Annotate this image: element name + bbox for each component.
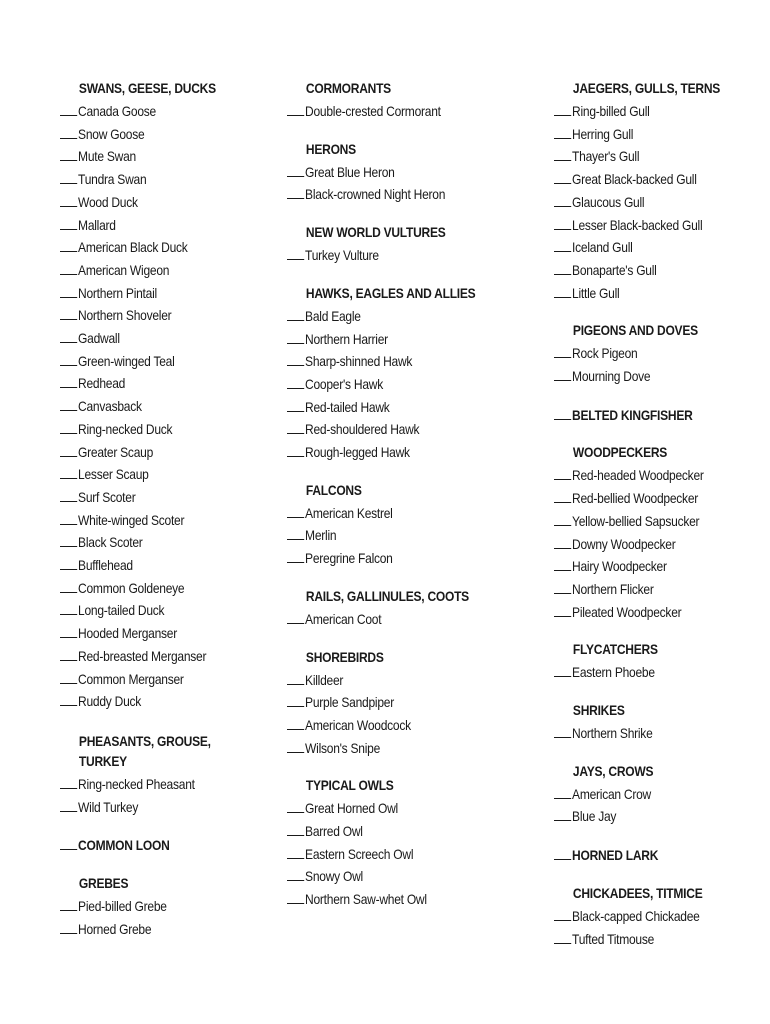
section-rails bbox=[287, 586, 517, 631]
species-name: Great Blue Heron bbox=[305, 163, 395, 180]
checkbox-blank[interactable] bbox=[60, 330, 77, 343]
checkbox-blank[interactable] bbox=[60, 171, 77, 184]
section-title: PIGEONS AND DOVES bbox=[572, 322, 698, 339]
species-name: Common Merganser bbox=[78, 670, 184, 687]
checklist-item[interactable] bbox=[60, 236, 241, 259]
section-woodpeckers bbox=[554, 442, 764, 623]
checklist-item[interactable] bbox=[60, 191, 241, 214]
species-name: Long-tailed Duck bbox=[78, 602, 165, 619]
species-name: Mourning Dove bbox=[572, 368, 651, 385]
checkbox-blank[interactable] bbox=[60, 444, 77, 457]
species-name: Snowy Owl bbox=[305, 868, 363, 885]
checklist-item[interactable] bbox=[287, 843, 485, 866]
species-name: Lesser Scaup bbox=[78, 466, 149, 483]
section-title: NEW WORLD VULTURES bbox=[305, 224, 446, 241]
checkbox-blank[interactable] bbox=[60, 625, 77, 638]
species-name: American Wigeon bbox=[78, 261, 170, 278]
checkbox-blank[interactable] bbox=[287, 505, 304, 518]
section-typical-owls bbox=[287, 775, 517, 911]
checkbox-blank[interactable] bbox=[287, 717, 304, 730]
species-name: Redhead bbox=[78, 375, 126, 392]
checklist-item[interactable] bbox=[287, 350, 485, 373]
checklist-item[interactable] bbox=[554, 601, 735, 624]
species-name: Northern Saw-whet Owl bbox=[305, 891, 427, 908]
species-name: Black-crowned Night Heron bbox=[305, 186, 446, 203]
checklist-item[interactable] bbox=[60, 645, 241, 668]
species-name: Herring Gull bbox=[572, 125, 634, 142]
species-name: Sharp-shinned Hawk bbox=[305, 353, 413, 370]
species-name: American Crow bbox=[572, 785, 652, 802]
species-name: Northern Harrier bbox=[305, 330, 388, 347]
checkbox-blank[interactable] bbox=[554, 536, 571, 549]
checklist-item[interactable] bbox=[554, 661, 735, 684]
checkbox-blank[interactable] bbox=[554, 103, 571, 116]
checkbox-blank[interactable] bbox=[554, 368, 571, 381]
checkbox-blank[interactable] bbox=[554, 490, 571, 503]
checkbox-blank[interactable] bbox=[554, 407, 571, 420]
checkbox-blank[interactable] bbox=[287, 694, 304, 707]
checkbox-blank[interactable] bbox=[60, 194, 77, 207]
checkbox-blank[interactable] bbox=[60, 837, 77, 850]
checkbox-blank[interactable] bbox=[60, 262, 77, 275]
checkbox-blank[interactable] bbox=[60, 512, 77, 525]
species-name: Tufted Titmouse bbox=[572, 930, 655, 947]
species-name: American Kestrel bbox=[305, 504, 393, 521]
species-name: Pileated Woodpecker bbox=[572, 603, 682, 620]
checklist-item[interactable] bbox=[60, 773, 241, 796]
checkbox-blank[interactable] bbox=[554, 513, 571, 526]
species-name: Barred Owl bbox=[305, 823, 363, 840]
checklist-item[interactable] bbox=[60, 372, 241, 395]
checklist-item[interactable] bbox=[554, 783, 735, 806]
checklist-item[interactable] bbox=[287, 328, 485, 351]
species-name: Iceland Gull bbox=[572, 239, 633, 256]
species-name: Double-crested Cormorant bbox=[305, 103, 441, 119]
species-name: Rough-legged Hawk bbox=[305, 444, 410, 461]
species-name: Hooded Merganser bbox=[78, 625, 178, 642]
section-title: CORMORANTS bbox=[305, 80, 391, 96]
checklist-item[interactable] bbox=[60, 214, 241, 237]
checkbox-blank[interactable] bbox=[60, 534, 77, 547]
checklist-item[interactable] bbox=[60, 690, 241, 713]
checklist-item[interactable] bbox=[554, 145, 735, 168]
checkbox-blank[interactable] bbox=[554, 847, 571, 860]
species-name: Cooper's Hawk bbox=[305, 375, 383, 392]
checkbox-blank[interactable] bbox=[554, 194, 571, 207]
species-name: Canvasback bbox=[78, 398, 142, 415]
checklist-item[interactable] bbox=[60, 395, 241, 418]
checkbox-blank[interactable] bbox=[287, 164, 304, 177]
checklist-item[interactable] bbox=[554, 191, 735, 214]
section-title: FLYCATCHERS bbox=[572, 641, 658, 658]
checkbox-blank[interactable] bbox=[287, 868, 304, 881]
section-flycatchers bbox=[554, 639, 764, 684]
checklist-item[interactable] bbox=[554, 100, 735, 123]
checkbox-blank[interactable] bbox=[554, 581, 571, 594]
species-name: Glaucous Gull bbox=[572, 193, 645, 210]
checklist-item[interactable] bbox=[60, 168, 241, 191]
checklist-item[interactable] bbox=[287, 820, 485, 843]
checklist-item[interactable] bbox=[554, 365, 735, 388]
checklist-item[interactable] bbox=[554, 464, 735, 487]
checklist-item[interactable] bbox=[60, 554, 241, 577]
checkbox-blank[interactable] bbox=[287, 550, 304, 563]
column-2 bbox=[287, 78, 517, 911]
checklist-item[interactable] bbox=[287, 183, 485, 206]
species-name: Bonaparte's Gull bbox=[572, 261, 657, 278]
checkbox-blank[interactable] bbox=[60, 217, 77, 230]
checkbox-blank[interactable] bbox=[554, 171, 571, 184]
checklist-item-belted-kingfisher[interactable]: BELTED KINGFISHER bbox=[554, 404, 735, 427]
species-name: Northern Shrike bbox=[572, 725, 653, 742]
species-name: Black Scoter bbox=[78, 534, 143, 551]
checkbox-blank[interactable] bbox=[60, 580, 77, 593]
checklist-item[interactable] bbox=[60, 259, 241, 282]
species-name: Little Gull bbox=[572, 284, 620, 301]
checkbox-blank[interactable] bbox=[60, 398, 77, 411]
checklist-item[interactable] bbox=[554, 578, 735, 601]
species-name: Northern Flicker bbox=[572, 580, 654, 597]
species-name: Northern Shoveler bbox=[78, 307, 172, 324]
checkbox-blank[interactable] bbox=[60, 307, 77, 320]
checklist-item[interactable] bbox=[60, 145, 241, 168]
checkbox-blank[interactable] bbox=[554, 604, 571, 617]
species-name: Green-winged Teal bbox=[78, 352, 175, 369]
section-cormorants bbox=[287, 78, 517, 123]
section-herons bbox=[287, 139, 517, 206]
checkbox-blank[interactable] bbox=[287, 421, 304, 434]
species-name: American Coot bbox=[305, 610, 382, 627]
checkbox-blank[interactable] bbox=[287, 399, 304, 412]
species-name: Tundra Swan bbox=[78, 171, 147, 188]
species-name: Yellow-bellied Sapsucker bbox=[572, 512, 700, 529]
checkbox-blank[interactable] bbox=[554, 664, 571, 677]
section-title: HERONS bbox=[305, 140, 356, 157]
checkbox-blank[interactable] bbox=[287, 891, 304, 904]
checkbox-blank[interactable] bbox=[554, 148, 571, 161]
section-title: HAWKS, EAGLES AND ALLIES bbox=[305, 284, 476, 301]
checklist-item[interactable] bbox=[554, 510, 735, 533]
section-shorebirds bbox=[287, 647, 517, 760]
species-name: Red-shouldered Hawk bbox=[305, 421, 420, 438]
checklist-item[interactable] bbox=[287, 502, 485, 525]
checklist-item[interactable] bbox=[287, 797, 485, 820]
checkbox-blank[interactable] bbox=[554, 786, 571, 799]
checklist-item[interactable] bbox=[287, 691, 485, 714]
checklist-item[interactable] bbox=[554, 722, 735, 745]
species-name: Great Black-backed Gull bbox=[572, 171, 697, 188]
checklist-item[interactable] bbox=[60, 486, 241, 509]
species-name: Canada Goose bbox=[78, 103, 156, 119]
species-name: Snow Goose bbox=[78, 125, 145, 142]
species-name: Lesser Black-backed Gull bbox=[572, 216, 703, 233]
species-name: Northern Pintail bbox=[78, 284, 157, 301]
checkbox-blank[interactable] bbox=[60, 285, 77, 298]
checklist-item[interactable] bbox=[287, 373, 485, 396]
section-title: SHOREBIRDS bbox=[305, 648, 384, 665]
checklist-item[interactable] bbox=[60, 599, 241, 622]
checklist-item[interactable] bbox=[287, 418, 485, 441]
checkbox-blank[interactable] bbox=[554, 217, 571, 230]
checklist-item[interactable] bbox=[554, 555, 735, 578]
section-chickadees-titmice bbox=[554, 883, 764, 950]
checklist-item[interactable] bbox=[287, 244, 485, 267]
species-name: Blue Jay bbox=[572, 808, 617, 825]
checklist-item[interactable] bbox=[60, 622, 241, 645]
checkbox-blank[interactable] bbox=[60, 421, 77, 434]
checkbox-blank[interactable] bbox=[60, 602, 77, 615]
checkbox-blank[interactable] bbox=[554, 931, 571, 944]
species-name: American Woodcock bbox=[305, 716, 411, 733]
checklist-item[interactable] bbox=[60, 304, 241, 327]
checkbox-blank[interactable] bbox=[287, 444, 304, 457]
section-title: RAILS, GALLINULES, COOTS bbox=[305, 587, 469, 604]
section-jaegers-gulls-terns bbox=[554, 78, 764, 304]
species-name: Downy Woodpecker bbox=[572, 535, 676, 552]
checkbox-blank[interactable] bbox=[60, 489, 77, 502]
species-name: Ring-necked Pheasant bbox=[78, 775, 195, 792]
checkbox-blank[interactable] bbox=[60, 466, 77, 479]
checkbox-blank[interactable] bbox=[60, 693, 77, 706]
species-name: Gadwall bbox=[78, 330, 120, 347]
checkbox-blank[interactable] bbox=[554, 262, 571, 275]
section-title: TYPICAL OWLS bbox=[305, 777, 394, 794]
checklist-item[interactable] bbox=[60, 895, 241, 918]
checkbox-blank[interactable] bbox=[554, 808, 571, 821]
column-3 bbox=[554, 78, 764, 950]
species-name: Surf Scoter bbox=[78, 488, 136, 505]
section-title: SWANS, GEESE, DUCKS bbox=[78, 80, 216, 96]
checkbox-blank[interactable] bbox=[554, 239, 571, 252]
section-pigeons-doves bbox=[554, 320, 764, 387]
checkbox-blank[interactable] bbox=[60, 776, 77, 789]
species-name: Greater Scaup bbox=[78, 443, 154, 460]
species-name: Wild Turkey bbox=[78, 798, 139, 815]
species-name: Purple Sandpiper bbox=[305, 694, 394, 711]
section-new-world-vultures bbox=[287, 222, 517, 267]
checkbox-blank[interactable] bbox=[287, 353, 304, 366]
checklist-item[interactable] bbox=[287, 100, 485, 123]
checklist-item[interactable] bbox=[287, 524, 485, 547]
species-name: Thayer's Gull bbox=[572, 148, 640, 165]
checklist-item[interactable] bbox=[287, 547, 485, 570]
species-name: Turkey Vulture bbox=[305, 247, 379, 264]
section-title: JAEGERS, GULLS, TERNS bbox=[572, 80, 721, 96]
checklist-item[interactable] bbox=[60, 350, 241, 373]
checkbox-blank[interactable] bbox=[287, 103, 304, 116]
species-name: Hairy Woodpecker bbox=[572, 558, 667, 575]
species-name: Ruddy Duck bbox=[78, 693, 142, 710]
species-name: Red-headed Woodpecker bbox=[572, 467, 704, 484]
checkbox-blank[interactable] bbox=[60, 671, 77, 684]
species-name: Red-bellied Woodpecker bbox=[572, 490, 699, 507]
checklist-item[interactable] bbox=[60, 418, 241, 441]
checkbox-blank[interactable] bbox=[287, 527, 304, 540]
section-title: GREBES bbox=[78, 875, 129, 892]
checklist-item[interactable] bbox=[287, 669, 485, 692]
species-name: Horned Grebe bbox=[78, 920, 152, 937]
species-name: Ring-billed Gull bbox=[572, 103, 650, 119]
checklist-item[interactable] bbox=[60, 668, 241, 691]
checklist-item[interactable] bbox=[554, 123, 735, 146]
checklist-item-common-loon[interactable]: COMMON LOON bbox=[60, 834, 241, 857]
checklist-item[interactable] bbox=[60, 123, 241, 146]
checkbox-blank[interactable] bbox=[554, 558, 571, 571]
checklist-item[interactable] bbox=[554, 236, 735, 259]
species-name: Black-capped Chickadee bbox=[572, 907, 700, 924]
checklist-item[interactable] bbox=[554, 259, 735, 282]
species-name: Eastern Screech Owl bbox=[305, 845, 414, 862]
checkbox-blank[interactable] bbox=[60, 353, 77, 366]
species-name: American Black Duck bbox=[78, 239, 188, 256]
checklist-item[interactable] bbox=[554, 487, 735, 510]
checklist-item[interactable] bbox=[287, 737, 485, 760]
species-name: Red-breasted Merganser bbox=[78, 647, 207, 664]
checklist-item[interactable] bbox=[60, 796, 241, 819]
section-swans-geese-ducks bbox=[60, 78, 270, 713]
checkbox-blank[interactable] bbox=[554, 285, 571, 298]
checkbox-blank[interactable] bbox=[287, 186, 304, 199]
species-name: Great Horned Owl bbox=[305, 800, 398, 817]
checklist-item[interactable] bbox=[287, 888, 485, 911]
checklist-item[interactable] bbox=[554, 282, 735, 305]
species-name: Common Goldeneye bbox=[78, 579, 185, 596]
checkbox-blank[interactable] bbox=[554, 126, 571, 139]
section-grebes bbox=[60, 873, 270, 940]
checklist-item[interactable] bbox=[287, 441, 485, 464]
checkbox-blank[interactable] bbox=[287, 308, 304, 321]
checklist-item[interactable] bbox=[60, 441, 241, 464]
checkbox-blank[interactable] bbox=[60, 799, 77, 812]
checkbox-blank[interactable] bbox=[554, 725, 571, 738]
section-title: WOODPECKERS bbox=[572, 444, 668, 461]
checklist-item[interactable] bbox=[60, 100, 241, 123]
checkbox-blank[interactable] bbox=[60, 239, 77, 252]
species-name: Wood Duck bbox=[78, 193, 138, 210]
checkbox-blank[interactable] bbox=[554, 908, 571, 921]
species-name: Merlin bbox=[305, 527, 337, 544]
checkbox-blank[interactable] bbox=[287, 611, 304, 624]
checkbox-blank[interactable] bbox=[287, 846, 304, 859]
species-name: Eastern Phoebe bbox=[572, 664, 655, 681]
section-title: SHRIKES bbox=[572, 702, 625, 719]
checklist-item[interactable] bbox=[60, 509, 241, 532]
checklist-item-horned-lark[interactable]: HORNED LARK bbox=[554, 844, 735, 867]
checkbox-blank[interactable] bbox=[60, 921, 77, 934]
checkbox-blank[interactable] bbox=[60, 898, 77, 911]
checklist-item[interactable] bbox=[287, 865, 485, 888]
species-name: Bald Eagle bbox=[305, 307, 361, 324]
checklist-item[interactable] bbox=[287, 396, 485, 419]
checklist-item[interactable] bbox=[60, 577, 241, 600]
species-name: Red-tailed Hawk bbox=[305, 398, 390, 415]
checklist-item[interactable] bbox=[60, 463, 241, 486]
checkbox-blank[interactable] bbox=[60, 648, 77, 661]
species-name: Mallard bbox=[78, 216, 116, 233]
checklist-item[interactable] bbox=[60, 531, 241, 554]
checkbox-blank[interactable] bbox=[60, 375, 77, 388]
checkbox-blank[interactable] bbox=[287, 823, 304, 836]
checkbox-blank[interactable] bbox=[287, 800, 304, 813]
checklist-item[interactable] bbox=[554, 342, 735, 365]
checklist-item[interactable] bbox=[554, 533, 735, 556]
checkbox-blank[interactable] bbox=[287, 331, 304, 344]
checkbox-blank[interactable] bbox=[287, 672, 304, 685]
column-1 bbox=[60, 78, 270, 941]
checklist-item[interactable] bbox=[554, 805, 735, 828]
checklist-item[interactable] bbox=[60, 327, 241, 350]
species-name: Ring-necked Duck bbox=[78, 420, 173, 437]
species-name: Pied-billed Grebe bbox=[78, 898, 167, 915]
checklist-item[interactable] bbox=[287, 714, 485, 737]
section-title: JAYS, CROWS bbox=[572, 762, 654, 779]
species-name: Peregrine Falcon bbox=[305, 550, 393, 567]
checklist-item[interactable] bbox=[554, 168, 735, 191]
species-name: Rock Pigeon bbox=[572, 345, 638, 362]
checkbox-blank[interactable] bbox=[554, 345, 571, 358]
checklist-item[interactable] bbox=[287, 305, 485, 328]
checklist-item[interactable] bbox=[287, 608, 485, 631]
checkbox-blank[interactable] bbox=[287, 247, 304, 260]
checklist-item[interactable] bbox=[60, 918, 241, 941]
checkbox-blank[interactable] bbox=[60, 557, 77, 570]
checkbox-blank[interactable] bbox=[60, 148, 77, 161]
section-falcons bbox=[287, 480, 517, 570]
checkbox-blank[interactable] bbox=[60, 126, 77, 139]
checklist-item[interactable] bbox=[554, 928, 735, 951]
section-jays-crows bbox=[554, 761, 764, 828]
section-title: PHEASANTS, GROUSE, TURKEY bbox=[78, 732, 211, 769]
species-name: White-winged Scoter bbox=[78, 511, 185, 528]
section-hawks-eagles bbox=[287, 283, 517, 464]
species-name: Killdeer bbox=[305, 671, 344, 688]
section-pheasants-grouse-turkey bbox=[60, 731, 270, 818]
species-name: Bufflehead bbox=[78, 557, 133, 574]
checklist-item[interactable] bbox=[554, 214, 735, 237]
checklist-item[interactable] bbox=[554, 905, 735, 928]
checklist-item[interactable] bbox=[287, 161, 485, 184]
species-name: Mute Swan bbox=[78, 148, 136, 165]
checkbox-blank[interactable] bbox=[287, 740, 304, 753]
checkbox-blank[interactable] bbox=[60, 103, 77, 116]
section-title: FALCONS bbox=[305, 481, 362, 498]
species-name: Wilson's Snipe bbox=[305, 739, 381, 756]
checkbox-blank[interactable] bbox=[554, 467, 571, 480]
section-shrikes bbox=[554, 700, 764, 745]
checklist-item[interactable] bbox=[60, 282, 241, 305]
section-title: CHICKADEES, TITMICE bbox=[572, 884, 703, 901]
checkbox-blank[interactable] bbox=[287, 376, 304, 389]
